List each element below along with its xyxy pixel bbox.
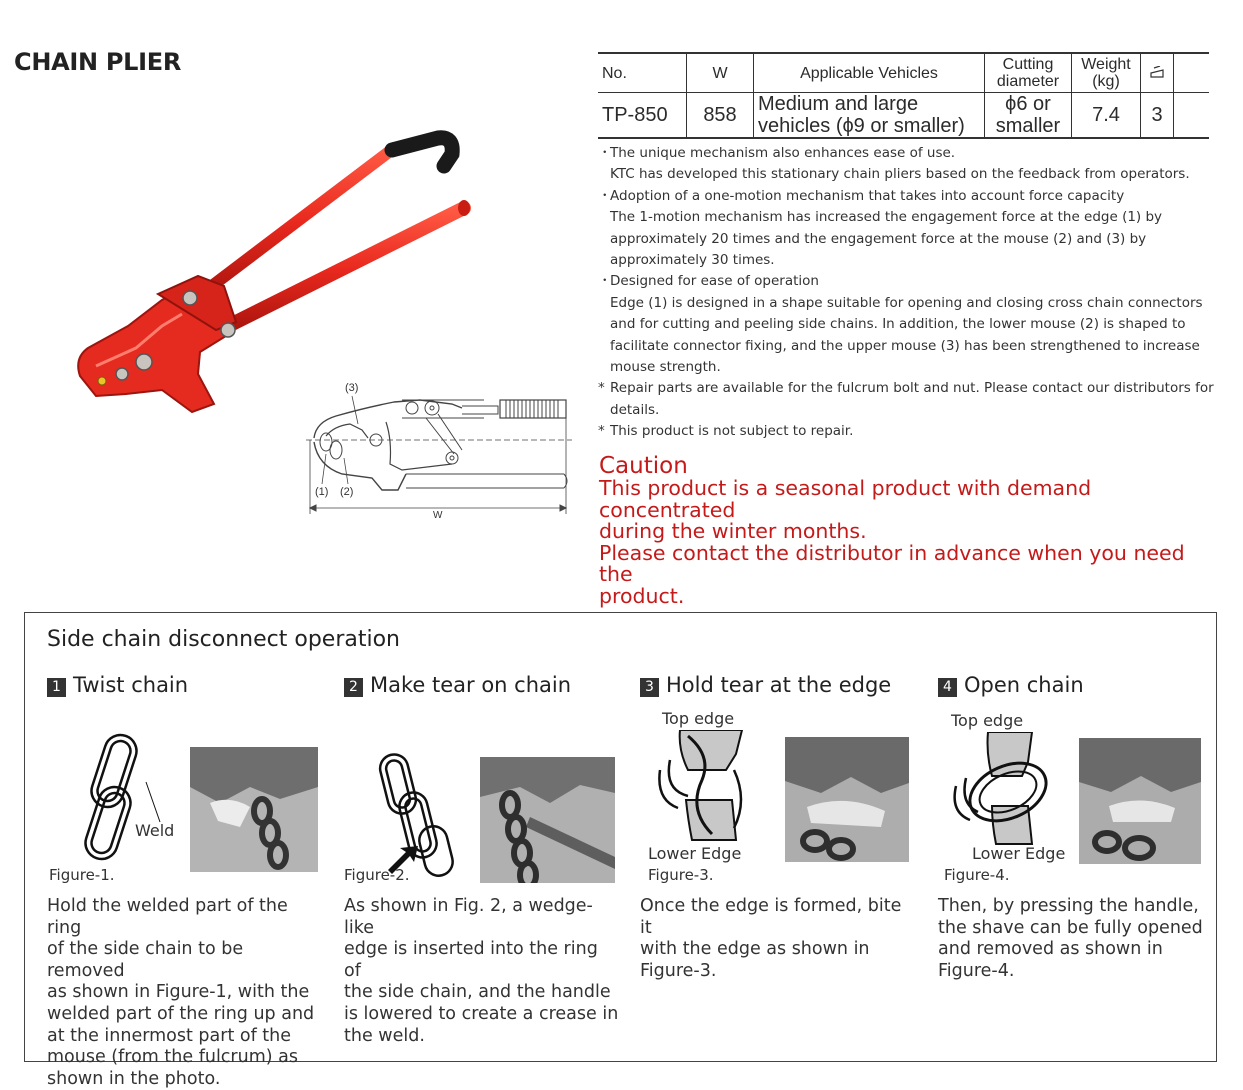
chain-plier-photo <box>66 126 478 416</box>
header-blank <box>1174 53 1210 93</box>
step-title: Open chain <box>964 673 1084 697</box>
description-line: Edge (1) is designed in a shape suitable for opening and closing cross chain connectors <box>610 294 1203 311</box>
spec-header-row <box>598 53 1209 93</box>
description-line: The unique mechanism also enhances ease of use. <box>610 145 956 161</box>
step-3-photo <box>785 737 909 862</box>
cell-blank <box>1174 93 1210 139</box>
cell-applicable-vehicles: Medium and large vehicles (ϕ9 or smaller) <box>754 93 985 139</box>
operation-title: Side chain disconnect operation <box>47 627 400 652</box>
step-line: Then, by pressing the handle, <box>938 896 1199 916</box>
step-2-heading <box>344 673 571 697</box>
figure-4-label: Figure-4. <box>944 866 1010 884</box>
description-item <box>598 186 1218 272</box>
description-item <box>598 271 1218 378</box>
description-item <box>598 421 1218 442</box>
description-line: This product is not subject to repair. <box>610 423 854 440</box>
page-title: CHAIN PLIER <box>14 48 182 76</box>
cell-w: 858 <box>687 93 754 139</box>
step-number: 2 <box>344 678 363 697</box>
step-line: Hold the welded part of the ring <box>47 896 288 938</box>
step-3-heading <box>640 673 891 697</box>
bullet-mark: ・ <box>598 145 612 161</box>
diagram-label-w: W <box>433 510 443 520</box>
cell-cutting-diameter: ϕ6 or smaller <box>985 93 1072 139</box>
description-line: Designed for ease of operation <box>610 273 819 290</box>
description-line: approximately 20 times and the engagement force at the mouse (2) and (3) by <box>610 230 1147 247</box>
bullet-mark: ・ <box>598 187 612 204</box>
top-edge-label-4: Top edge <box>951 711 1024 730</box>
header-w: W <box>687 53 754 93</box>
caution-notice <box>599 454 1219 607</box>
description-line: The 1-motion mechanism has increased the engagement force at the edge (1) by <box>610 209 1163 226</box>
caution-line: Please contact the distributor in advance when you need the <box>599 540 1185 586</box>
caution-line: product. <box>599 583 685 608</box>
dimension-diagram <box>302 378 574 520</box>
step-4-text <box>938 896 1213 982</box>
step-line: mouse (from the fulcrum) as <box>47 1047 298 1068</box>
step-line: at the innermost part of the <box>47 1025 292 1046</box>
chain-wedge-figure <box>374 752 466 880</box>
cell-weight: 7.4 <box>1072 93 1141 139</box>
bullet-mark: ・ <box>598 273 612 290</box>
step-line: edge is inserted into the ring of <box>344 939 598 981</box>
step-2-text <box>344 896 619 1047</box>
asterisk-mark: * <box>598 423 605 440</box>
header-no: No. <box>598 53 687 93</box>
step-line: the side chain, and the handle <box>344 982 611 1003</box>
lower-edge-label-4: Lower Edge <box>972 844 1066 863</box>
step-line: of the side chain to be removed <box>47 939 244 981</box>
description-line: Repair parts are available for the fulcrum bolt and nut. Please contact our distributors for <box>610 380 1214 397</box>
step-1-text <box>47 896 322 1090</box>
description-line: details. <box>610 401 660 418</box>
step-1-photo <box>190 747 318 872</box>
step-3-text <box>640 896 915 982</box>
step-line: welded part of the ring up and <box>47 1003 315 1024</box>
weld-label: Weld <box>135 821 175 840</box>
step-line: is lowered to create a crease in <box>344 1003 619 1024</box>
diagram-label-2: (2) <box>340 486 354 498</box>
spec-data-row <box>598 93 1209 139</box>
description-line: mouse strength. <box>610 359 721 376</box>
step-4-heading <box>938 673 1084 697</box>
step-number: 3 <box>640 678 659 697</box>
step-1-heading <box>47 673 188 697</box>
caution-heading: Caution <box>599 453 688 479</box>
figure-2-label: Figure-2. <box>344 866 410 884</box>
step-line: shown in the photo. <box>47 1068 221 1089</box>
description-line: approximately 30 times. <box>610 252 775 269</box>
description-line: and for cutting and peeling side chains. In addition, the lower mouse (2) is shaped to <box>610 316 1186 333</box>
diagram-label-3: (3) <box>345 382 359 394</box>
step-title: Make tear on chain <box>370 673 572 697</box>
step-line: Figure-4. <box>938 960 1015 981</box>
description-item <box>598 143 1218 186</box>
header-cutting-diameter: Cutting diameter <box>985 53 1072 93</box>
header-weight: Weight (kg) <box>1072 53 1141 93</box>
packing-quantity-icon <box>1150 66 1164 78</box>
figure-3-label: Figure-3. <box>648 866 714 884</box>
description-line: KTC has developed this stationary chain pliers based on the feedback from operators. <box>610 166 1190 183</box>
chain-link-weld-figure <box>76 730 176 865</box>
header-applicable-vehicles: Applicable Vehicles <box>754 53 985 93</box>
lower-edge-label: Lower Edge <box>648 844 742 863</box>
top-edge-label: Top edge <box>662 709 735 728</box>
spec-table <box>598 52 1209 139</box>
diagram-label-1: (1) <box>315 486 329 498</box>
description-item <box>598 378 1218 421</box>
step-number: 1 <box>47 678 66 697</box>
description-line: Adoption of a one-motion mechanism that takes into account force capacity <box>610 187 1125 204</box>
step-line: Once the edge is formed, bite it <box>640 896 902 938</box>
figure-1-label: Figure-1. <box>49 866 115 884</box>
step-number: 4 <box>938 678 957 697</box>
product-description <box>598 143 1218 443</box>
caution-line: This product is a seasonal product with demand concentrated <box>599 476 1092 522</box>
step-line: As shown in Fig. 2, a wedge-like <box>344 896 593 938</box>
step-line: the weld. <box>344 1025 425 1046</box>
open-chain-figure <box>948 732 1052 850</box>
step-line: Figure-3. <box>640 960 717 981</box>
step-2-photo <box>480 757 615 883</box>
step-line: with the edge as shown in <box>640 939 870 960</box>
header-quantity <box>1141 53 1174 93</box>
caution-line: during the winter months. <box>599 519 867 543</box>
edge-bite-figure <box>652 730 752 848</box>
step-title: Twist chain <box>73 673 189 697</box>
step-line: as shown in Figure-1, with the <box>47 982 310 1003</box>
description-line: facilitate connector fixing, and the upper mouse (3) has been strengthened to increase <box>610 337 1200 354</box>
step-4-photo <box>1079 738 1201 864</box>
step-line: the shave can be fully opened <box>938 917 1203 938</box>
step-title: Hold tear at the edge <box>666 673 892 697</box>
cell-quantity: 3 <box>1141 93 1174 139</box>
step-line: and removed as shown in <box>938 939 1163 960</box>
cell-no: TP-850 <box>598 93 687 139</box>
asterisk-mark: * <box>598 380 605 397</box>
